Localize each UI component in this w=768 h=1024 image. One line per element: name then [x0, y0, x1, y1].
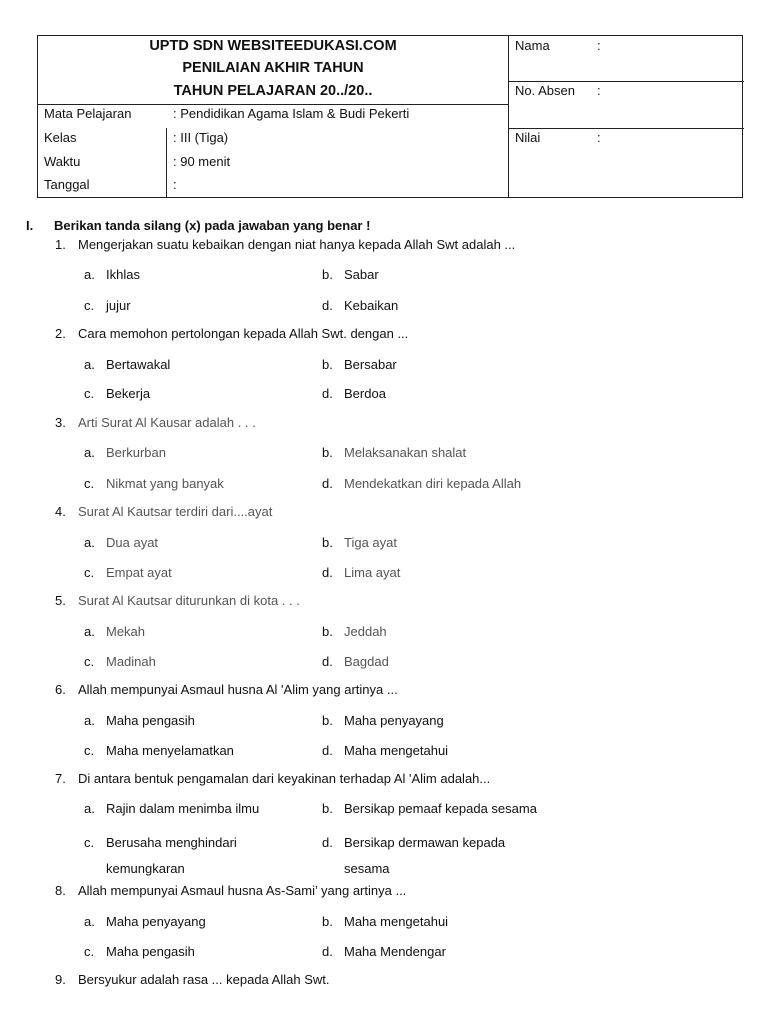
option[interactable]: [84, 298, 131, 313]
option-text: Maha pengasih: [106, 944, 195, 959]
side-label-absen: No. Absen: [515, 83, 575, 98]
question: [55, 972, 329, 987]
header-divider-vertical: [508, 36, 509, 197]
option[interactable]: [84, 267, 140, 282]
option-text: Dua ayat: [106, 535, 159, 550]
option-text: Maha penyayang: [344, 713, 444, 728]
question: [55, 237, 515, 252]
option-text: Berdoa: [344, 386, 386, 401]
option-letter: c.: [84, 565, 95, 580]
question: [55, 883, 406, 898]
option-text: jujur: [106, 298, 131, 313]
option-letter: a.: [84, 713, 95, 728]
option[interactable]: [322, 830, 552, 882]
question-text: Arti Surat Al Kausar adalah . . .: [78, 415, 256, 430]
option-letter: d.: [322, 386, 333, 401]
option[interactable]: [84, 914, 206, 929]
option-text: Nikmat yang banyak: [106, 476, 224, 491]
question: [55, 593, 300, 608]
academic-year: TAHUN PELAJARAN 20../20..: [173, 83, 373, 99]
option-letter: d.: [322, 835, 333, 850]
side-label-name: Nama: [515, 38, 550, 53]
question-text: Allah mempunyai Asmaul husna Al 'Alim yang artinya ...: [78, 682, 398, 697]
section-numeral: I.: [26, 218, 34, 233]
option-text: Berkurban: [106, 445, 166, 460]
option[interactable]: [84, 357, 170, 372]
option-text: Tiga ayat: [344, 535, 397, 550]
info-value-subject: : Pendidikan Agama Islam & Budi Pekerti: [173, 106, 410, 121]
option[interactable]: [84, 476, 224, 491]
option-text: Berusaha menghindari kemungkaran: [106, 835, 237, 876]
option-letter: c.: [84, 386, 95, 401]
option[interactable]: [84, 445, 166, 460]
side-divider-2: [508, 128, 744, 129]
option-letter: c.: [84, 944, 95, 959]
option-letter: d.: [322, 476, 333, 491]
option[interactable]: [322, 713, 444, 728]
option-letter: b.: [322, 267, 333, 282]
info-label-subject: Mata Pelajaran: [44, 106, 132, 121]
option-text: Bagdad: [344, 654, 389, 669]
option-letter: c.: [84, 835, 95, 850]
side-colon-score: :: [597, 130, 601, 145]
question-number: 8.: [55, 883, 66, 898]
option-letter: d.: [322, 298, 333, 313]
question: [55, 682, 398, 697]
question-number: 9.: [55, 972, 66, 987]
option-letter: c.: [84, 298, 95, 313]
question-text: Surat Al Kautsar diturunkan di kota . . .: [78, 593, 300, 608]
option-text: Rajin dalam menimba ilmu: [106, 801, 260, 816]
option-letter: b.: [322, 713, 333, 728]
info-value-time: : 90 menit: [173, 154, 231, 169]
option-text: Bertawakal: [106, 357, 171, 372]
section-instruction: [26, 218, 370, 233]
option[interactable]: [322, 624, 387, 639]
option-letter: c.: [84, 743, 95, 758]
option-letter: d.: [322, 654, 333, 669]
exam-title: PENILAIAN AKHIR TAHUN: [182, 60, 364, 76]
option-letter: d.: [322, 944, 333, 959]
info-label-time: Waktu: [44, 154, 81, 169]
option-text: Ikhlas: [106, 267, 140, 282]
header-divider-horizontal: [38, 104, 508, 105]
side-colon-absen: :: [597, 83, 601, 98]
option[interactable]: [322, 801, 537, 816]
info-value-date: :: [173, 177, 177, 192]
option-text: Bersikap pemaaf kepada sesama: [344, 801, 537, 816]
option-letter: c.: [84, 476, 95, 491]
option-text: Kebaikan: [344, 298, 399, 313]
option-letter: a.: [84, 445, 95, 460]
option-text: Bekerja: [106, 386, 151, 401]
question-number: 6.: [55, 682, 66, 697]
option[interactable]: [322, 476, 521, 491]
question-text: Surat Al Kautsar terdiri dari....ayat: [78, 504, 273, 519]
side-label-score: Nilai: [515, 130, 541, 145]
side-divider-1: [508, 81, 744, 82]
option-text: Sabar: [344, 267, 379, 282]
option-text: Maha penyayang: [106, 914, 206, 929]
option[interactable]: [84, 624, 145, 639]
option[interactable]: [84, 801, 259, 816]
option-letter: d.: [322, 743, 333, 758]
option-text: Maha mengetahui: [344, 743, 449, 758]
option-letter: a.: [84, 624, 95, 639]
option-text: Jeddah: [344, 624, 387, 639]
option-text: Madinah: [106, 654, 156, 669]
option-letter: c.: [84, 654, 95, 669]
option-text: Bersabar: [344, 357, 397, 372]
header-table: [37, 35, 743, 198]
option-letter: b.: [322, 624, 333, 639]
option-text: Maha mengetahui: [344, 914, 449, 929]
question-text: Mengerjakan suatu kebaikan dengan niat hanya kepada Allah Swt adalah ...: [78, 237, 516, 252]
option[interactable]: [322, 298, 398, 313]
option[interactable]: [322, 654, 389, 669]
option[interactable]: [84, 535, 158, 550]
question-number: 5.: [55, 593, 66, 608]
option-letter: a.: [84, 267, 95, 282]
option[interactable]: [84, 654, 156, 669]
info-value-class: : III (Tiga): [173, 130, 229, 145]
side-colon-name: :: [597, 38, 601, 53]
option[interactable]: [84, 743, 234, 758]
option-letter: a.: [84, 357, 95, 372]
instruction-text: Berikan tanda silang (x) pada jawaban yang benar !: [54, 218, 371, 233]
option[interactable]: [322, 535, 397, 550]
option-text: Maha pengasih: [106, 713, 195, 728]
question-text: Cara memohon pertolongan kepada Allah Swt. dengan ...: [78, 326, 409, 341]
option-text: Lima ayat: [344, 565, 401, 580]
option-letter: a.: [84, 535, 95, 550]
question-text: Bersyukur adalah rasa ... kepada Allah Swt.: [78, 972, 330, 987]
option-text: Melaksanakan shalat: [344, 445, 467, 460]
option[interactable]: [84, 713, 195, 728]
option-text: Bersikap dermawan kepada sesama: [344, 835, 506, 876]
option-text: Maha Mendengar: [344, 944, 446, 959]
option[interactable]: [322, 267, 379, 282]
option-text: Mendekatkan diri kepada Allah: [344, 476, 522, 491]
option[interactable]: [84, 386, 150, 401]
question-number: 4.: [55, 504, 66, 519]
question-number: 3.: [55, 415, 66, 430]
question: [55, 415, 256, 430]
option-letter: a.: [84, 914, 95, 929]
option[interactable]: [322, 445, 466, 460]
option-text: Mekah: [106, 624, 146, 639]
option[interactable]: [84, 830, 269, 882]
option-text: Maha menyelamatkan: [106, 743, 234, 758]
option-letter: b.: [322, 445, 333, 460]
option[interactable]: [322, 743, 448, 758]
info-label-date: Tanggal: [44, 177, 90, 192]
question: [55, 771, 490, 786]
option[interactable]: [322, 944, 446, 959]
question-number: 2.: [55, 326, 66, 341]
option-letter: b.: [322, 801, 333, 816]
option[interactable]: [322, 357, 397, 372]
option[interactable]: [322, 386, 386, 401]
option-text: Empat ayat: [106, 565, 172, 580]
option-letter: d.: [322, 565, 333, 580]
question: [55, 504, 272, 519]
option[interactable]: [322, 914, 448, 929]
question-number: 1.: [55, 237, 66, 252]
question: [55, 326, 408, 341]
option-letter: a.: [84, 801, 95, 816]
option-letter: b.: [322, 535, 333, 550]
question-number: 7.: [55, 771, 66, 786]
info-label-class: Kelas: [44, 130, 77, 145]
option[interactable]: [322, 565, 400, 580]
question-text: Allah mempunyai Asmaul husna As-Sami’ yang artinya ...: [78, 883, 407, 898]
option[interactable]: [84, 565, 172, 580]
option-letter: b.: [322, 357, 333, 372]
question-text: Di antara bentuk pengamalan dari keyakinan terhadap Al 'Alim adalah...: [78, 771, 491, 786]
option-letter: b.: [322, 914, 333, 929]
school-name: UPTD SDN WEBSITEEDUKASI.COM: [149, 38, 397, 54]
info-divider-vertical: [166, 128, 167, 197]
option[interactable]: [84, 944, 195, 959]
